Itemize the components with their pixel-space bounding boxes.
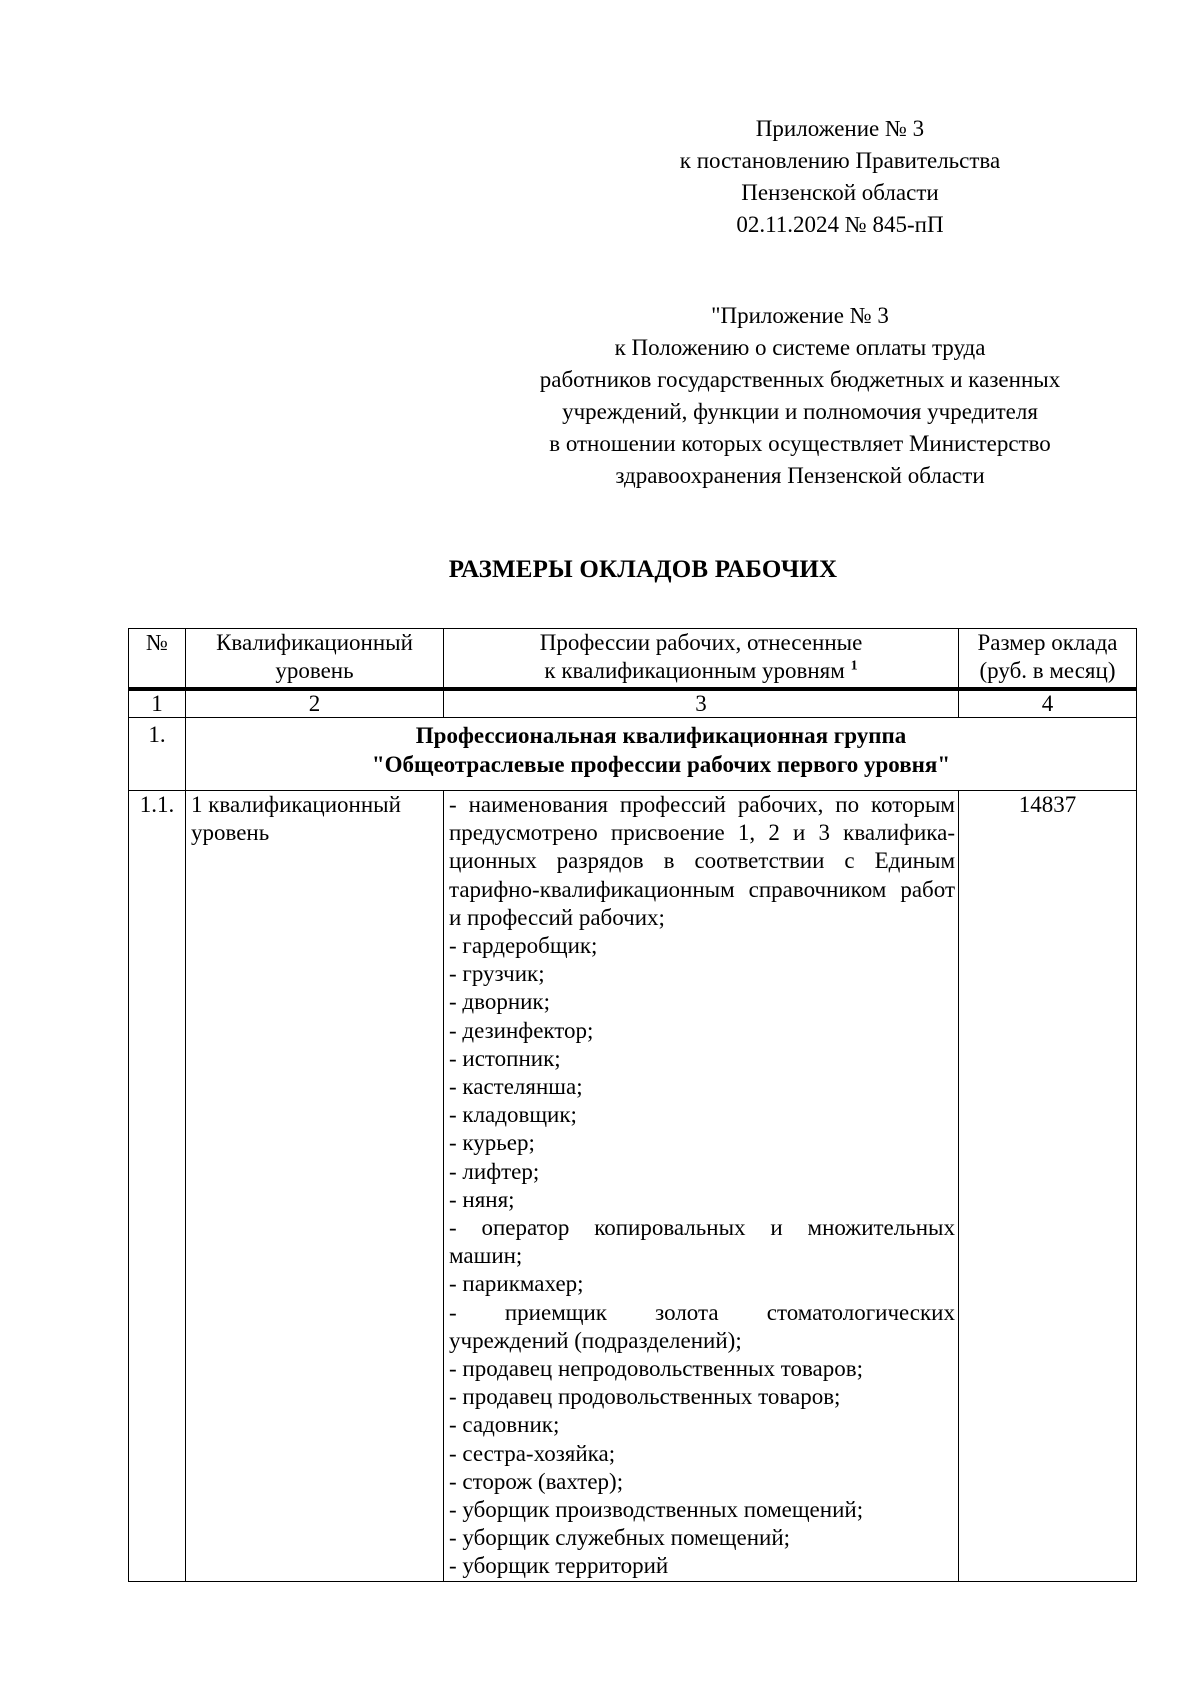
profession-item: - уборщик производственных помещений; [449,1497,864,1523]
row-number: 1.1. [129,791,186,1582]
profession-item: - грузчик; [449,961,545,987]
profession-item: - кастелянша; [449,1074,583,1100]
annex-line: здравоохранения Пензенской области [615,463,985,488]
profession-item: - продавец непродовольственных товаров; [449,1356,863,1382]
profession-item: - кладовщик; [449,1102,577,1128]
profession-item: - дворник; [449,989,550,1015]
header-level [186,629,444,688]
group-title-line: "Общеотраслевые профессии рабочих первого уровня" [371,752,951,777]
group-title [186,718,1137,791]
profession-item: учреждений (подразделений); [449,1327,742,1353]
header-professions-line: Профессии рабочих, отнесенные [539,630,863,655]
profession-item: - лифтер; [449,1158,540,1184]
profession-item: - уборщик территорий [449,1553,669,1579]
row-level [186,791,444,1582]
row-level-line: 1 квалификационный [191,792,401,817]
header-level-line: уровень [275,658,354,684]
profession-item: - гардеробщик; [449,933,598,959]
profession-item: - няня; [449,1186,515,1212]
profession-item: - сестра-хозяйка; [449,1440,616,1466]
profession-line [449,876,955,904]
profession-item [449,1214,955,1242]
profession-line: и профессий рабочих; [449,904,665,930]
header-number [129,629,186,688]
column-number-row [129,690,1137,718]
group-number: 1. [129,718,186,791]
profession-text: - оператор копировальных и множительных [449,1215,955,1241]
column-number: 1 [129,690,186,718]
approval-note [600,113,1080,241]
column-number: 4 [959,690,1137,718]
header-salary-line: (руб. в месяц) [979,658,1116,684]
document-title: РАЗМЕРЫ ОКЛАДОВ РАБОЧИХ [448,556,838,583]
profession-item: - садовник; [449,1412,560,1438]
profession-item: - парикмахер; [449,1271,584,1297]
profession-line [449,819,955,847]
profession-item: - продавец продовольственных товаров; [449,1384,841,1410]
header-professions-text: к квалификационным уровням [544,658,845,684]
profession-item: - истопник; [449,1045,561,1071]
annex-line: работников государственных бюджетных и казенных [539,367,1061,392]
annex-line: учреждений, функции и полномочия учредителя [562,399,1038,424]
header-professions-line [449,657,953,685]
header-number-label: № [146,630,168,655]
header-salary [959,629,1137,688]
header-level-line: Квалификационный [216,630,413,655]
annex-note [440,300,1160,492]
column-number: 2 [186,690,444,718]
profession-text: ционных разрядов в соответствии с Единым [449,848,955,874]
group-row [129,718,1137,791]
profession-text: - приемщик золота стоматологических [449,1299,955,1325]
profession-text: предусмотрено присвоение 1, 2 и 3 квалифика- [449,820,955,846]
table-header-row [129,629,1137,688]
row-professions [444,791,959,1582]
profession-item: - дезинфектор; [449,1017,594,1043]
group-title-line: Профессиональная квалификационная группа [415,723,907,748]
salary-table [128,628,1137,1582]
header-salary-line: Размер оклада [977,630,1118,655]
column-number: 3 [444,690,959,718]
header-professions [444,629,959,688]
approval-line: Пензенской области [741,180,939,205]
profession-item: - курьер; [449,1130,535,1156]
profession-line [449,847,955,875]
annex-line: к Положению о системе оплаты труда [614,335,986,360]
annex-line: в отношении которых осуществляет Министерство [549,431,1051,456]
annex-line: "Приложение № 3 [711,303,889,328]
row-level-line: уровень [191,820,270,846]
profession-item [449,1299,955,1327]
profession-item: - сторож (вахтер); [449,1468,624,1494]
profession-text: - наименования профессий рабочих, по которым [449,792,955,817]
profession-item: - уборщик служебных помещений; [449,1525,791,1551]
approval-line: 02.11.2024 № 845-пП [736,212,944,237]
row-salary: 14837 [959,791,1137,1582]
profession-line [449,791,955,819]
table-row [129,791,1137,1582]
footnote-marker: 1 [850,658,858,674]
approval-line: к постановлению Правительства [679,148,1001,173]
profession-item: машин; [449,1243,523,1269]
profession-text: тарифно-квалификационным справочником работ [449,876,955,902]
approval-line: Приложение № 3 [755,116,925,141]
